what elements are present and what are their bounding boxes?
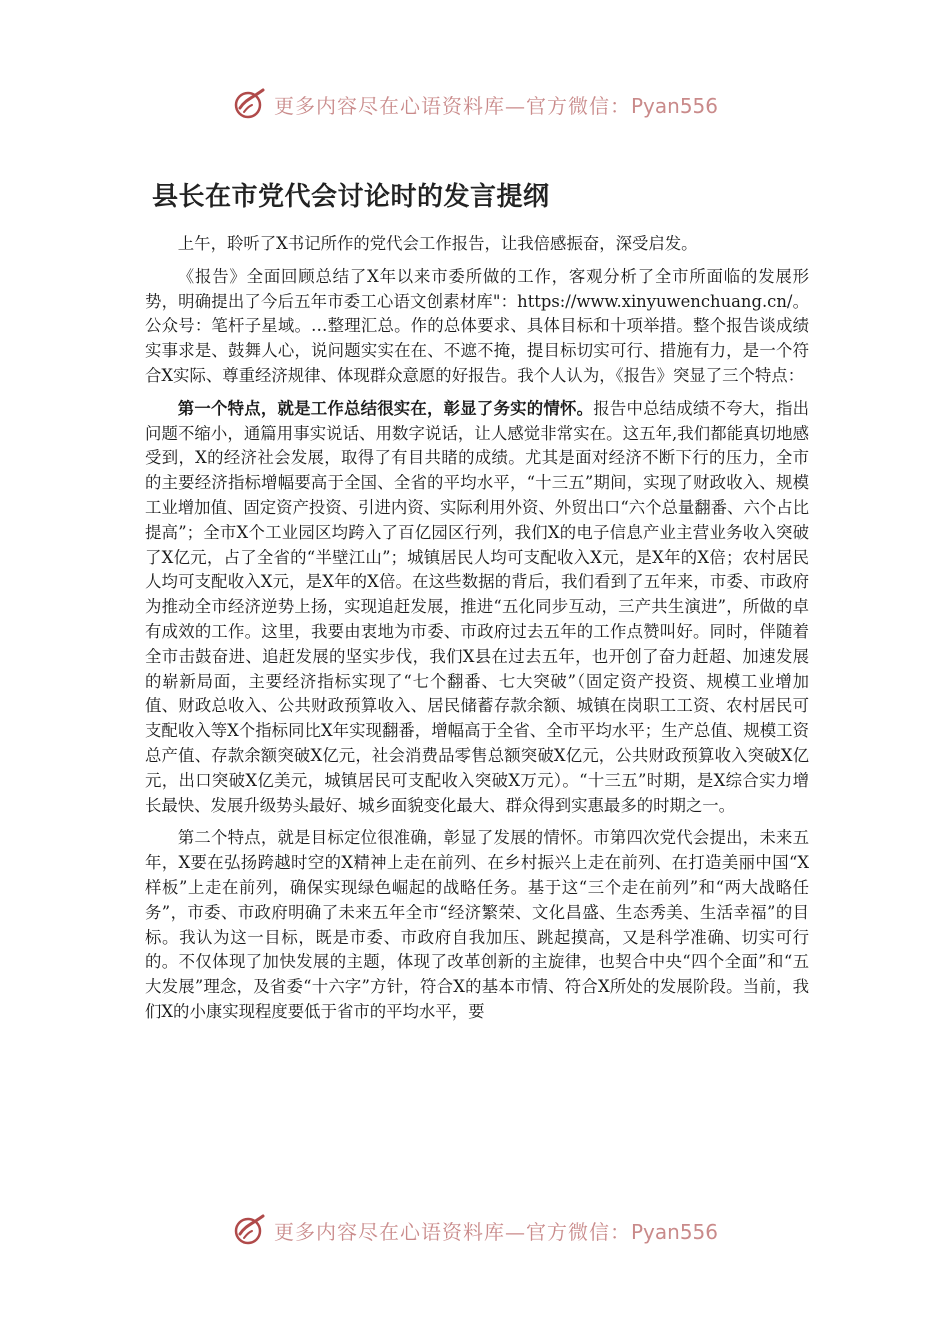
document-body — [145, 232, 809, 1033]
paragraph-3-text: 报告中总结成绩不夸大，指出问题不缩小，通篇用事实说话、用数字说话，让人感觉非常实在。这五年,我们都能真切地感受到，X的经济社会发展，取得了有目共睹的成绩。尤其是面对经济不断下行的压力，全市的主要经济指标增幅要高于全国、全省的平均水平，“十三五”期间，实现了财政收入、规模工业增加值、固定资产投资、引进内资、实际利用外资、外贸出口“六个总量翻番、六个占比提高”；全市X个工业园区均跨入了百亿园区行列，我们X的电子信息产业主营业务收入突破了X亿元，占了全省的“半壁江山”；城镇居民人均可支配收入X元，是X年的X倍；农村居民人均可支配收入X元，是X年的X倍。在这些数据的背后，我们看到了五年来，市委、市政府为推动全市经济逆势上扬，实现追赶发展，推进“五化同步互动，三产共生演进”，所做的卓有成效的工作。这里，我要由衷地为市委、市政府过去五年的工作点赞叫好。同时，伴随着全市击鼓奋进、追赶发展的坚实步伐，我们X县在过去五年，也开创了奋力赶超、加速发展的崭新局面，主要经济指标实现了“七个翻番、七大突破”（固定资产投资、规模工业增加值、财政总收入、公共财政预算收入、居民储蓄存款余额、城镇在岗职工工资、农村居民可支配收入等X个指标同比X年实现翻番，增幅高于全省、全市平均水平；生产总值、规模工资总产值、存款余额突破X亿元，社会消费品零售总额突破X亿元，公共财政预算收入突破X亿元，出口突破X亿美元，城镇居民可支配收入突破X万元）。“十三五”时期，是X综合实力增长最快、发展升级势头最好、城乡面貌变化最大、群众得到实惠最多的时期之一。 — [145, 398, 810, 815]
paragraph-1: 上午，聆听了X书记所作的党代会工作报告，让我倍感振奋，深受启发。 — [177, 234, 698, 253]
paragraph-4: 第二个特点，就是目标定位很准确，彰显了发展的情怀。市第四次党代会提出，未来五年，X要在弘扬跨越时空的X精神上走在前列、在乡村振兴上走在前列、在打造美丽中国“X样板”上走在前列，确保实现绿色崛起的战略任务。基于这“三个走在前列”和“两大战略任务”，市委、市政府明确了未来五年全市“经济繁荣、文化昌盛、生态秀美、生活幸福”的目标。我认为这一目标，既是市委、市政府自我加压、跳起摸高，又是科学准确、切实可行的。不仅体现了加快发展的主题，体现了改革创新的主旋律，也契合中央“四个全面”和“五大发展”理念，及省委“十六字”方针，符合X的基本市情、符合X所处的发展阶段。当前，我们X的小康实现程度要低于省市的平均水平，要 — [145, 828, 809, 1021]
brush-logo-icon — [232, 86, 268, 122]
brush-logo-icon — [232, 1212, 268, 1248]
banner-text: 更多内容尽在心语资料库—官方微信： — [273, 1219, 631, 1244]
paragraph-2: 《报告》全面回顾总结了X年以来市委所做的工作，客观分析了全市所面临的发展形势，明确提出了今后五年市委工心语文创素材库"：https://www.xinyuwenchuang.cn/。公众号：笔杆子星域。…整理汇总。作的总体要求、具体目标和十项举措。整个报告谈成绩实事求是、鼓舞人心，说问题实实在在、不遮不掩，提目标切实可行、措施有力，是一个符合X实际、尊重经济规律、体现群众意愿的好报告。我个人认为，《报告》突显了三个特点： — [145, 266, 809, 385]
banner-text: 更多内容尽在心语资料库—官方微信： — [273, 93, 631, 118]
header-watermark-banner — [0, 84, 950, 124]
banner-wechat-id: Pyan556 — [630, 1219, 718, 1244]
footer-watermark-banner — [0, 1210, 950, 1250]
paragraph-3 — [145, 397, 809, 819]
document-title: 县长在市党代会讨论时的发言提纲 — [152, 182, 550, 212]
paragraph-3-lead: 第一个特点，就是工作总结很实在，彰显了务实的情怀。 — [177, 398, 594, 418]
banner-wechat-id: Pyan556 — [630, 93, 718, 118]
